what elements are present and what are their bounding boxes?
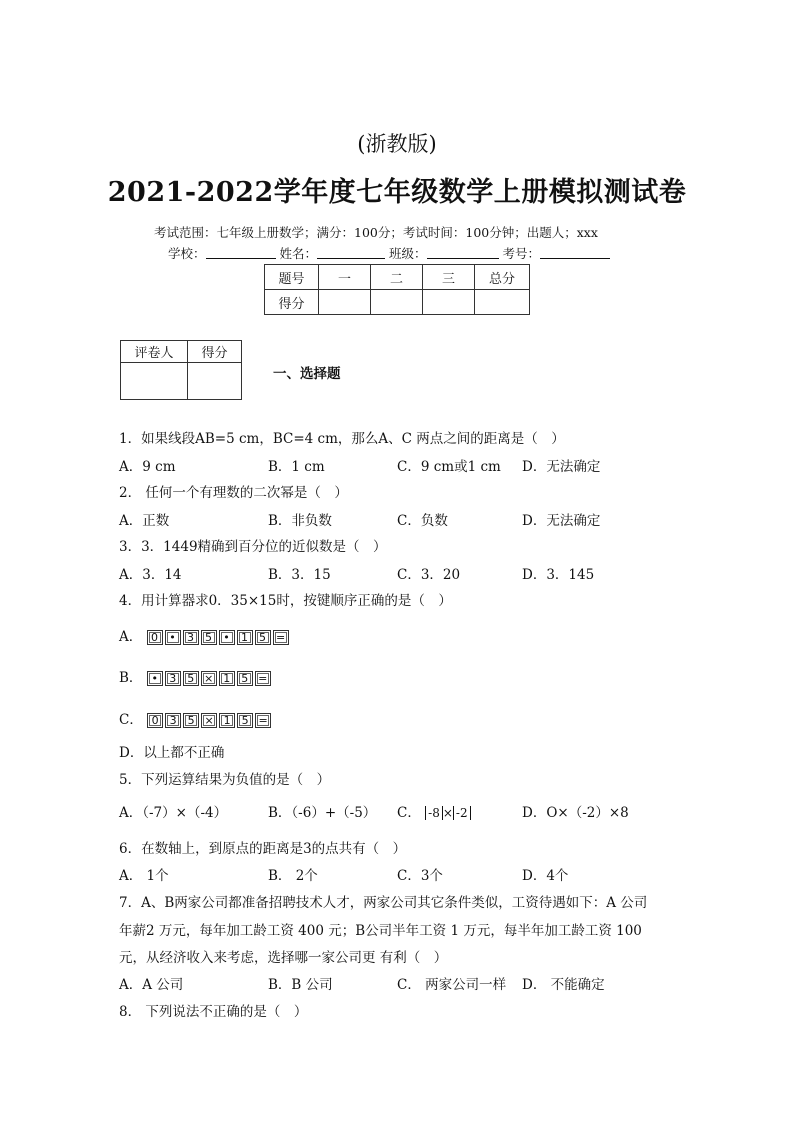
question-stem: 2． 任何一个有理数的二次幂是（ ） xyxy=(119,485,348,501)
score-header-cell: 一 xyxy=(319,265,371,290)
calculator-key: • xyxy=(165,630,181,645)
calculator-key: = xyxy=(273,630,289,645)
option-a: A．（-7）×（-4） xyxy=(119,805,228,821)
question-stem: 5．下列运算结果为负值的是（ ） xyxy=(119,772,331,788)
calculator-key: × xyxy=(201,713,217,728)
option-c: C．负数 xyxy=(397,513,448,529)
score-cell xyxy=(319,290,371,315)
calculator-key: 3 xyxy=(165,671,181,686)
question-stem-line: 年薪2 万元，每年加工龄工资 400 元；B公司半年工资 1 万元，每半年加工龄工资 100 xyxy=(119,923,642,939)
subtitle: (浙教版) xyxy=(357,132,437,156)
section-title: 一、选择题 xyxy=(273,366,341,382)
option-c: C． 两家公司一样 xyxy=(397,977,507,993)
score-cell xyxy=(423,290,475,315)
score-table xyxy=(264,264,530,315)
option-b: B．（-6）+（-5） xyxy=(268,805,377,821)
calculator-key: • xyxy=(219,630,235,645)
calculator-key: 3 xyxy=(165,713,181,728)
option-d: D． 不能确定 xyxy=(522,977,605,993)
question-stem: 8． 下列说法不正确的是（ ） xyxy=(119,1004,308,1020)
score-header-cell: 二 xyxy=(371,265,423,290)
number-label: 考号： xyxy=(502,246,541,261)
score-row-label: 得分 xyxy=(265,290,319,315)
option-d: D．无法确定 xyxy=(522,513,601,529)
question-stem: 6．在数轴上，到原点的距离是3的点共有（ ） xyxy=(119,841,407,857)
times-sign: × xyxy=(442,806,453,820)
question-stem-line: 元，从经济收入来考虑，选择哪一家公司更 有利（ ） xyxy=(119,950,448,966)
option-c: C．3．20 xyxy=(397,567,461,583)
option-label: B． xyxy=(119,670,143,686)
grader-header-cell: 得分 xyxy=(188,341,242,363)
option-a: A． 1个 xyxy=(119,868,169,884)
key-sequence-c xyxy=(147,713,271,728)
question-stem: 4．用计算器求0．35×15时，按键顺序正确的是（ ） xyxy=(119,593,452,609)
class-label: 班级： xyxy=(389,246,427,261)
name-blank xyxy=(317,246,385,259)
option-a: A．9 cm xyxy=(119,459,176,475)
class-blank xyxy=(427,246,499,259)
option-c: C．9 cm或1 cm xyxy=(397,459,501,475)
option-b: B．非负数 xyxy=(268,513,332,529)
question-stem-line: 7．A、B两家公司都准备招聘技术人才，两家公司其它条件类似，工资待遇如下：A 公司 xyxy=(119,895,648,911)
calculator-key: 1 xyxy=(237,630,253,645)
school-blank xyxy=(206,246,276,259)
option-d: D．以上都不正确 xyxy=(119,745,225,761)
score-header-cell: 总分 xyxy=(475,265,530,290)
calculator-key: • xyxy=(147,671,163,686)
exam-info: 考试范围：七年级上册数学；满分：100分；考试时间：100分钟；出题人；xxx xyxy=(154,225,598,240)
abs-expression xyxy=(425,806,470,820)
option-a: A．A 公司 xyxy=(119,977,184,993)
calculator-key: × xyxy=(201,671,217,686)
option-b: B．3．15 xyxy=(268,567,331,583)
calculator-key: 0 xyxy=(147,713,163,728)
option-a xyxy=(119,625,289,645)
option-a: A．正数 xyxy=(119,513,170,529)
question-stem: 3．3．1449精确到百分位的近似数是（ ） xyxy=(119,539,387,555)
calculator-key: 5 xyxy=(183,713,199,728)
school-label: 学校： xyxy=(168,246,206,261)
grader-cell xyxy=(188,363,242,400)
abs-left: -8 xyxy=(425,806,443,820)
option-c xyxy=(397,801,471,821)
page-title: 2021-2022学年度七年级数学上册模拟测试卷 xyxy=(107,177,687,208)
option-d: D．4个 xyxy=(522,868,569,884)
calculator-key: 0 xyxy=(147,630,163,645)
option-label: C． xyxy=(119,712,143,728)
key-sequence-b xyxy=(147,671,271,686)
calculator-key: 1 xyxy=(219,671,235,686)
option-d: D．无法确定 xyxy=(522,459,601,475)
option-d: D．O×（-2）×8 xyxy=(522,805,629,821)
abs-right: -2 xyxy=(453,806,471,820)
calculator-key: 5 xyxy=(183,671,199,686)
number-blank xyxy=(540,246,610,259)
grader-header-cell: 评卷人 xyxy=(121,341,188,363)
grader-table xyxy=(120,340,242,400)
score-cell xyxy=(475,290,530,315)
calculator-key: 5 xyxy=(237,713,253,728)
calculator-key: 1 xyxy=(219,713,235,728)
calculator-key: 3 xyxy=(183,630,199,645)
calculator-key: 5 xyxy=(201,630,217,645)
student-fields xyxy=(168,244,610,262)
question-stem: 1．如果线段AB=5 cm，BC=4 cm，那么A、C 两点之间的距离是（ ） xyxy=(119,431,565,447)
calculator-key: = xyxy=(255,671,271,686)
option-c xyxy=(119,708,271,728)
score-header-cell: 三 xyxy=(423,265,475,290)
key-sequence-a xyxy=(147,630,289,645)
score-header-cell: 题号 xyxy=(265,265,319,290)
option-label: A． xyxy=(119,629,143,645)
option-d: D．3．145 xyxy=(522,567,595,583)
grader-cell xyxy=(121,363,188,400)
option-b: B．1 cm xyxy=(268,459,325,475)
option-b: B．B 公司 xyxy=(268,977,333,993)
option-c: C．3个 xyxy=(397,868,443,884)
calculator-key: = xyxy=(255,713,271,728)
calculator-key: 5 xyxy=(255,630,271,645)
option-a: A．3．14 xyxy=(119,567,182,583)
score-cell xyxy=(371,290,423,315)
option-b: B． 2个 xyxy=(268,868,318,884)
calculator-key: 5 xyxy=(237,671,253,686)
option-label: C． xyxy=(397,805,421,821)
name-label: 姓名： xyxy=(279,246,318,261)
option-b xyxy=(119,666,271,686)
